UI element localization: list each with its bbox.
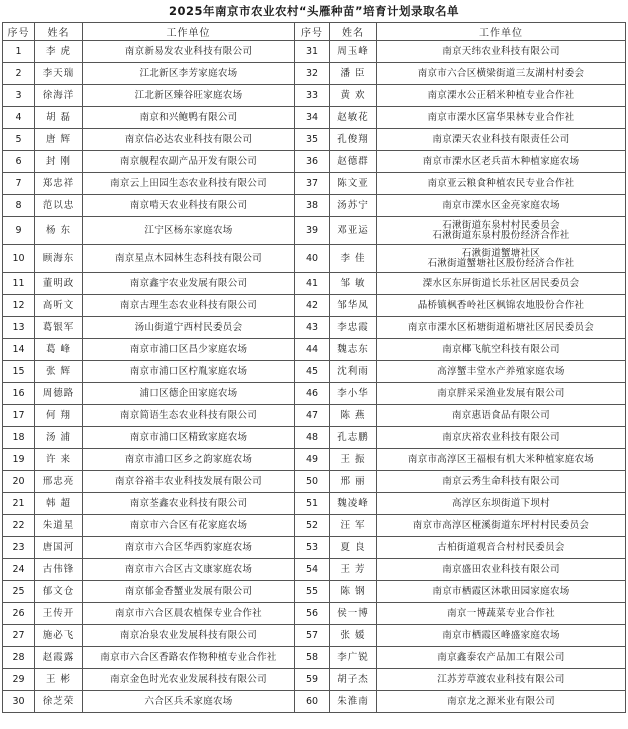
table-row xyxy=(3,559,626,581)
table-row xyxy=(3,361,626,383)
row-seq: 1 xyxy=(3,41,35,63)
header-name-left: 姓名 xyxy=(35,23,83,41)
row-name: 汤苏宁 xyxy=(330,195,377,217)
table-row xyxy=(3,427,626,449)
row-org-line-2: 石湫街道蟹塘社区股份经济合作社 xyxy=(427,257,575,269)
row-org: 江北新区李芳家庭农场 xyxy=(83,63,295,85)
row-org: 南京冶泉农业发展科技有限公司 xyxy=(83,625,295,647)
row-seq: 23 xyxy=(3,537,35,559)
row-seq: 30 xyxy=(3,691,35,713)
table-row xyxy=(3,537,626,559)
row-name: 李 虎 xyxy=(35,41,83,63)
row-org: 古柏街道观音合村村民委员会 xyxy=(377,537,626,559)
row-name: 葛银军 xyxy=(35,317,83,339)
table-row xyxy=(3,625,626,647)
row-org: 南京鑫宇农业发展有限公司 xyxy=(83,273,295,295)
table-row xyxy=(3,85,626,107)
row-name: 李忠霞 xyxy=(330,317,377,339)
row-seq: 26 xyxy=(3,603,35,625)
row-org: 南京亚云粮食种植农民专业合作社 xyxy=(377,173,626,195)
row-org: 高淳蟹丰堂水产养殖家庭农场 xyxy=(377,361,626,383)
row-seq: 6 xyxy=(3,151,35,173)
row-seq: 58 xyxy=(295,647,330,669)
row-seq: 50 xyxy=(295,471,330,493)
table-row xyxy=(3,295,626,317)
row-name: 高听文 xyxy=(35,295,83,317)
row-org: 南京市溧水区柘塘街道柘塘社区居民委员会 xyxy=(377,317,626,339)
row-name: 魏凌峰 xyxy=(330,493,377,515)
header-seq-right: 序号 xyxy=(295,23,330,41)
row-seq: 19 xyxy=(3,449,35,471)
row-name: 陈 燕 xyxy=(330,405,377,427)
row-name: 魏志东 xyxy=(330,339,377,361)
row-seq: 20 xyxy=(3,471,35,493)
row-seq: 55 xyxy=(295,581,330,603)
row-org: 南京简语生态农业科技有限公司 xyxy=(83,405,295,427)
row-org: 江苏芳草渡农业科技有限公司 xyxy=(377,669,626,691)
table-row xyxy=(3,581,626,603)
page-title: 2025年南京市农业农村“头雁种苗”培育计划录取名单 xyxy=(168,4,460,18)
row-seq: 35 xyxy=(295,129,330,151)
row-org: 浦口区德企田家庭农场 xyxy=(83,383,295,405)
row-seq: 31 xyxy=(295,41,330,63)
row-name: 李 佳 xyxy=(330,245,377,273)
row-seq: 15 xyxy=(3,361,35,383)
row-name: 唐国河 xyxy=(35,537,83,559)
row-seq: 2 xyxy=(3,63,35,85)
row-name: 葛 峰 xyxy=(35,339,83,361)
row-name: 邹 敏 xyxy=(330,273,377,295)
table-row xyxy=(3,41,626,63)
row-seq: 4 xyxy=(3,107,35,129)
header-org-right: 工作单位 xyxy=(377,23,626,41)
row-name: 郑忠祥 xyxy=(35,173,83,195)
row-name: 陈 钢 xyxy=(330,581,377,603)
table-row xyxy=(3,493,626,515)
table-row xyxy=(3,405,626,427)
row-seq: 28 xyxy=(3,647,35,669)
row-name: 赵霞露 xyxy=(35,647,83,669)
row-org: 南京市高淳区王福根有机大米种植家庭农场 xyxy=(377,449,626,471)
row-seq: 8 xyxy=(3,195,35,217)
table-row xyxy=(3,515,626,537)
row-name: 孔志鹏 xyxy=(330,427,377,449)
row-org: 南京市六合区古文康家庭农场 xyxy=(83,559,295,581)
row-seq: 33 xyxy=(295,85,330,107)
row-seq: 45 xyxy=(295,361,330,383)
row-name: 范以忠 xyxy=(35,195,83,217)
row-org: 南京庆裕农业科技有限公司 xyxy=(377,427,626,449)
header-name-right: 姓名 xyxy=(330,23,377,41)
table-row xyxy=(3,273,626,295)
row-name: 顾海东 xyxy=(35,245,83,273)
row-org: 江宁区杨东家庭农场 xyxy=(83,217,295,245)
table-row xyxy=(3,151,626,173)
table-row xyxy=(3,471,626,493)
row-seq: 46 xyxy=(295,383,330,405)
row-name: 邢 丽 xyxy=(330,471,377,493)
table-row xyxy=(3,603,626,625)
row-seq: 7 xyxy=(3,173,35,195)
row-org: 南京市溧水区富华果林专业合作社 xyxy=(377,107,626,129)
table-row xyxy=(3,317,626,339)
row-seq: 13 xyxy=(3,317,35,339)
row-org: 南京溧水公正稻米种植专业合作社 xyxy=(377,85,626,107)
row-seq: 39 xyxy=(295,217,330,245)
row-org: 晶桥镇枫香岭社区枫锦农地股份合作社 xyxy=(377,295,626,317)
row-org-line-1: 石湫街道东泉村村民委员会 xyxy=(442,219,560,231)
row-name: 唐 辉 xyxy=(35,129,83,151)
row-name: 陈文亚 xyxy=(330,173,377,195)
row-name: 邢忠亮 xyxy=(35,471,83,493)
row-org: 南京市溧水区老兵苗木种植家庭农场 xyxy=(377,151,626,173)
row-name: 何 翔 xyxy=(35,405,83,427)
row-org: 南京云秀生命科技有限公司 xyxy=(377,471,626,493)
row-name: 张 媛 xyxy=(330,625,377,647)
table-row xyxy=(3,669,626,691)
row-seq: 25 xyxy=(3,581,35,603)
table-row xyxy=(3,195,626,217)
row-org: 南京市高淳区桠溪街道东坪村村民委员会 xyxy=(377,515,626,537)
row-org: 南京市六合区晨农植保专业合作社 xyxy=(83,603,295,625)
row-seq: 36 xyxy=(295,151,330,173)
row-org: 南京龙之源米业有限公司 xyxy=(377,691,626,713)
row-seq: 22 xyxy=(3,515,35,537)
row-seq: 40 xyxy=(295,245,330,273)
row-org xyxy=(377,217,626,245)
row-org: 南京市六合区有花家庭农场 xyxy=(83,515,295,537)
row-org: 南京市栖霞区峰盛家庭农场 xyxy=(377,625,626,647)
row-name: 李小华 xyxy=(330,383,377,405)
row-name: 许 来 xyxy=(35,449,83,471)
row-name: 徐海洋 xyxy=(35,85,83,107)
row-seq: 60 xyxy=(295,691,330,713)
row-name: 邹华凤 xyxy=(330,295,377,317)
table-row xyxy=(3,63,626,85)
row-name: 王 芳 xyxy=(330,559,377,581)
row-org: 南京溧天农业科技有限责任公司 xyxy=(377,129,626,151)
row-seq: 51 xyxy=(295,493,330,515)
row-org: 南京啃天农业科技有限公司 xyxy=(83,195,295,217)
row-org: 溧水区东屏街道长乐社区居民委员会 xyxy=(377,273,626,295)
row-seq: 14 xyxy=(3,339,35,361)
table-row xyxy=(3,339,626,361)
row-org: 南京金色时光农业发展科技有限公司 xyxy=(83,669,295,691)
row-name: 徐芝荣 xyxy=(35,691,83,713)
row-org: 南京鑫泰农产品加工有限公司 xyxy=(377,647,626,669)
row-org: 南京市浦口区柠胤家庭农场 xyxy=(83,361,295,383)
table-header-row xyxy=(3,23,626,41)
row-seq: 59 xyxy=(295,669,330,691)
row-name: 黄 欢 xyxy=(330,85,377,107)
row-org: 南京市浦口区乡之韵家庭农场 xyxy=(83,449,295,471)
row-name: 朱道星 xyxy=(35,515,83,537)
row-name: 李广锐 xyxy=(330,647,377,669)
row-name: 封 刚 xyxy=(35,151,83,173)
row-seq: 44 xyxy=(295,339,330,361)
row-org: 南京和兴鲍鸭有限公司 xyxy=(83,107,295,129)
row-name: 沈利雨 xyxy=(330,361,377,383)
row-name: 赵敏花 xyxy=(330,107,377,129)
table-row xyxy=(3,449,626,471)
row-org: 汤山街道宁西村民委员会 xyxy=(83,317,295,339)
row-org: 南京郁金香蟹业发展有限公司 xyxy=(83,581,295,603)
header-seq-left: 序号 xyxy=(3,23,35,41)
row-org: 南京新易发农业科技有限公司 xyxy=(83,41,295,63)
row-seq: 17 xyxy=(3,405,35,427)
row-seq: 54 xyxy=(295,559,330,581)
row-seq: 42 xyxy=(295,295,330,317)
row-seq: 10 xyxy=(3,245,35,273)
row-name: 孔俊翔 xyxy=(330,129,377,151)
row-org: 江北新区臻谷旺家庭农场 xyxy=(83,85,295,107)
table-row xyxy=(3,647,626,669)
row-org: 南京惠语食品有限公司 xyxy=(377,405,626,427)
table-row xyxy=(3,245,626,273)
row-name: 侯一博 xyxy=(330,603,377,625)
row-org: 南京天纬农业科技有限公司 xyxy=(377,41,626,63)
row-seq: 49 xyxy=(295,449,330,471)
row-name: 赵德群 xyxy=(330,151,377,173)
row-name: 李天瑞 xyxy=(35,63,83,85)
row-name: 潘 臣 xyxy=(330,63,377,85)
row-name: 朱淮南 xyxy=(330,691,377,713)
row-seq: 41 xyxy=(295,273,330,295)
row-name: 韩 超 xyxy=(35,493,83,515)
table-row xyxy=(3,691,626,713)
row-org: 六合区兵禾家庭农场 xyxy=(83,691,295,713)
row-org: 南京市六合区横梁街道三友湖村村委会 xyxy=(377,63,626,85)
row-name: 周德路 xyxy=(35,383,83,405)
row-seq: 37 xyxy=(295,173,330,195)
row-org xyxy=(377,245,626,273)
row-seq: 57 xyxy=(295,625,330,647)
row-org: 南京市浦口区昌少家庭农场 xyxy=(83,339,295,361)
row-org: 南京云上田园生态农业科技有限公司 xyxy=(83,173,295,195)
table-row xyxy=(3,383,626,405)
row-name: 汤 浦 xyxy=(35,427,83,449)
row-seq: 47 xyxy=(295,405,330,427)
table-row xyxy=(3,129,626,151)
row-name: 王 振 xyxy=(330,449,377,471)
row-name: 夏 良 xyxy=(330,537,377,559)
row-name: 邓亚运 xyxy=(330,217,377,245)
table-row xyxy=(3,173,626,195)
row-seq: 32 xyxy=(295,63,330,85)
row-seq: 3 xyxy=(3,85,35,107)
row-org: 南京星点木园林生态科技有限公司 xyxy=(83,245,295,273)
row-seq: 5 xyxy=(3,129,35,151)
row-seq: 48 xyxy=(295,427,330,449)
row-name: 汪 军 xyxy=(330,515,377,537)
row-name: 董明政 xyxy=(35,273,83,295)
row-org: 南京市浦口区精致家庭农场 xyxy=(83,427,295,449)
row-org: 南京信必达农业科技有限公司 xyxy=(83,129,295,151)
row-name: 古伟锋 xyxy=(35,559,83,581)
row-org: 高淳区东坝街道下坝村 xyxy=(377,493,626,515)
row-org: 南京荃鑫农业科技有限公司 xyxy=(83,493,295,515)
row-seq: 38 xyxy=(295,195,330,217)
row-seq: 56 xyxy=(295,603,330,625)
row-seq: 27 xyxy=(3,625,35,647)
row-seq: 18 xyxy=(3,427,35,449)
row-org: 南京舰程农副产品开发有限公司 xyxy=(83,151,295,173)
row-name: 王传开 xyxy=(35,603,83,625)
row-org: 南京市溧水区金亮家庭农场 xyxy=(377,195,626,217)
row-seq: 52 xyxy=(295,515,330,537)
row-org: 南京古理生态农业科技有限公司 xyxy=(83,295,295,317)
row-seq: 12 xyxy=(3,295,35,317)
header-org-left: 工作单位 xyxy=(83,23,295,41)
row-org: 南京盛田农业科技有限公司 xyxy=(377,559,626,581)
row-name: 周玉峰 xyxy=(330,41,377,63)
row-name: 张 辉 xyxy=(35,361,83,383)
table-row xyxy=(3,107,626,129)
row-name: 杨 东 xyxy=(35,217,83,245)
row-seq: 53 xyxy=(295,537,330,559)
row-name: 胡 磊 xyxy=(35,107,83,129)
row-org-line-1: 石湫街道蟹塘社区 xyxy=(461,247,541,259)
roster-table xyxy=(2,22,626,713)
row-org: 南京市栖霞区沐歌田园家庭农场 xyxy=(377,581,626,603)
row-org: 南京一博蔬菜专业合作社 xyxy=(377,603,626,625)
row-seq: 43 xyxy=(295,317,330,339)
row-seq: 16 xyxy=(3,383,35,405)
row-seq: 11 xyxy=(3,273,35,295)
row-org: 南京胖采采渔业发展有限公司 xyxy=(377,383,626,405)
row-seq: 21 xyxy=(3,493,35,515)
row-seq: 34 xyxy=(295,107,330,129)
row-org-line-2: 石湫街道东泉村股份经济合作社 xyxy=(432,229,570,241)
row-seq: 24 xyxy=(3,559,35,581)
row-name: 胡子杰 xyxy=(330,669,377,691)
row-org: 南京市六合区香路农作物种植专业合作社 xyxy=(83,647,295,669)
row-name: 郁文仓 xyxy=(35,581,83,603)
row-seq: 29 xyxy=(3,669,35,691)
row-seq: 9 xyxy=(3,217,35,245)
row-org: 南京市六合区华西豹家庭农场 xyxy=(83,537,295,559)
table-row xyxy=(3,217,626,245)
row-org: 南京椰飞航空科技有限公司 xyxy=(377,339,626,361)
row-org: 南京谷裕丰农业科技发展有限公司 xyxy=(83,471,295,493)
row-name: 王 彬 xyxy=(35,669,83,691)
row-name: 施必飞 xyxy=(35,625,83,647)
